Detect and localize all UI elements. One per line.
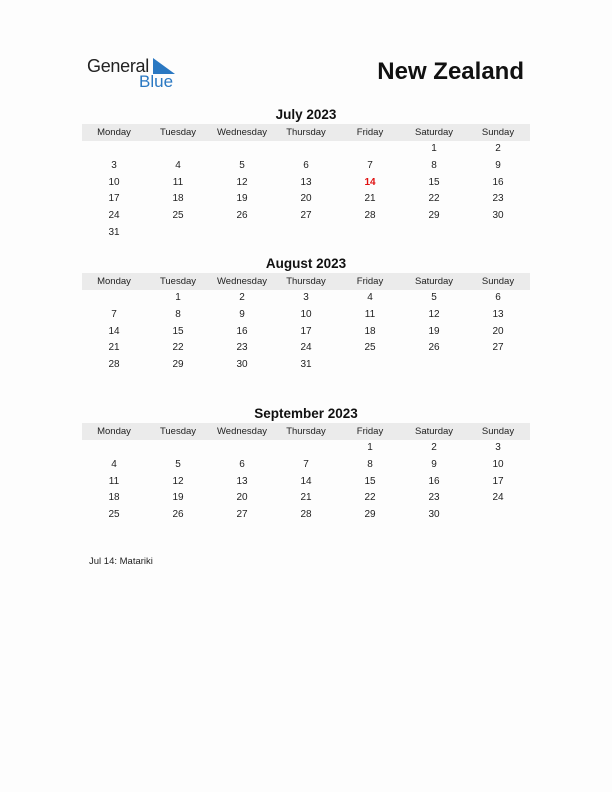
empty-day-cell [466,225,530,242]
weekday-header-row [82,124,530,141]
day-cell: 24 [492,492,504,504]
day-cell: 18 [364,325,376,337]
day-cell: 20 [236,492,248,504]
day-cell: 26 [236,210,248,222]
week-row [82,141,530,158]
day-cell: 6 [239,458,245,470]
week-row [82,490,530,507]
week-row [82,225,530,242]
weekday-header: Sunday [481,426,515,437]
day-cell: 11 [364,308,376,320]
day-cell: 14 [300,475,312,487]
day-cell: 17 [492,475,504,487]
day-cell: 9 [495,159,501,171]
day-cell: 16 [236,325,248,337]
empty-day-cell [402,225,466,242]
month-title: July 2023 [275,107,337,122]
empty-day-cell [146,141,210,158]
day-cell: 10 [492,458,504,470]
weekday-header: Friday [356,276,384,287]
empty-day-cell [402,357,466,374]
day-cell: 31 [300,359,312,371]
empty-day-cell [274,440,338,457]
day-cell: 24 [300,342,312,354]
empty-day-cell [338,141,402,158]
day-cell: 12 [428,308,440,320]
week-row [82,191,530,208]
weekday-header: Monday [97,426,131,437]
weekday-header-row [82,273,530,290]
weekday-header: Saturday [414,426,454,437]
day-cell: 21 [108,342,120,354]
weekday-header-row [82,423,530,440]
day-cell: 10 [108,176,120,188]
week-row [82,507,530,524]
day-cell: 13 [236,475,248,487]
empty-day-cell [466,507,530,524]
day-cell: 28 [364,210,376,222]
day-cell: 27 [300,210,312,222]
week-row [82,175,530,192]
empty-day-cell [338,225,402,242]
empty-day-cell [466,357,530,374]
day-cell: 4 [367,292,373,303]
weekday-header: Tuesday [159,127,197,138]
day-cell: 2 [239,292,245,303]
empty-day-cell [274,225,338,242]
day-cell: 30 [492,210,504,222]
day-cell: 5 [239,159,245,171]
day-cell: 17 [300,325,312,337]
empty-day-cell [146,225,210,242]
day-cell: 24 [108,210,120,222]
weekday-header: Tuesday [159,276,197,287]
day-cell: 12 [236,176,248,188]
day-cell: 6 [495,292,501,303]
day-cell: 12 [172,475,184,487]
day-cell: 6 [303,159,309,171]
day-cell: 29 [172,359,184,371]
day-cell: 22 [428,193,440,205]
day-cell: 5 [431,292,437,303]
day-cell: 1 [175,292,181,303]
day-cell: 16 [492,176,504,188]
logo-blue-text: Blue [139,72,174,91]
weekday-header: Tuesday [159,426,197,437]
day-cell: 15 [364,475,376,487]
weekday-header: Wednesday [217,426,267,437]
day-cell: 9 [431,458,437,470]
month-block [82,106,530,242]
day-cell: 4 [111,458,117,470]
day-cell: 29 [428,210,440,222]
day-cell: 16 [428,475,440,487]
empty-day-cell [210,225,274,242]
weekday-header: Wednesday [217,276,267,287]
weekday-header: Friday [356,127,384,138]
empty-day-cell [82,290,146,307]
day-cell: 19 [172,492,184,504]
day-cell: 23 [492,193,504,205]
empty-day-cell [338,357,402,374]
logo [87,56,187,92]
day-cell: 15 [172,325,184,337]
day-cell: 2 [431,442,437,453]
day-cell: 11 [172,176,184,188]
weekday-header: Monday [97,127,131,138]
week-row [82,474,530,491]
day-cell: 23 [236,342,248,354]
weekday-header: Friday [356,426,384,437]
day-cell: 27 [492,342,504,354]
week-row [82,440,530,457]
day-cell: 15 [428,176,440,188]
day-cell: 19 [428,325,440,337]
weekday-header: Monday [97,276,131,287]
day-cell: 13 [492,308,504,320]
day-cell: 9 [239,308,245,320]
week-row [82,457,530,474]
day-cell: 14 [108,325,120,337]
empty-day-cell [146,440,210,457]
day-cell: 25 [364,342,376,354]
month-block [82,405,530,524]
weekday-header: Thursday [286,276,326,287]
day-cell: 7 [367,159,373,171]
day-cell: 31 [108,226,120,238]
day-cell: 30 [236,359,248,371]
day-cell: 29 [364,509,376,521]
day-cell: 25 [172,210,184,222]
day-cell: 28 [108,359,120,371]
day-cell: 28 [300,509,312,521]
week-row [82,357,530,374]
day-cell: 20 [300,193,312,205]
empty-day-cell [210,440,274,457]
week-row [82,208,530,225]
day-cell: 5 [175,458,181,470]
day-cell: 1 [431,143,437,154]
day-cell: 10 [300,308,312,320]
day-cell: 7 [111,308,117,320]
week-row [82,340,530,357]
day-cell: 8 [367,458,373,470]
day-cell: 22 [172,342,184,354]
weekday-header: Thursday [286,426,326,437]
weekday-header: Sunday [481,127,515,138]
weekday-header: Thursday [286,127,326,138]
day-cell: 27 [236,509,248,521]
day-cell: 22 [364,492,376,504]
month-title: August 2023 [265,256,347,271]
day-cell: 8 [175,308,181,320]
empty-day-cell [274,141,338,158]
day-cell: 3 [111,159,117,171]
weekday-header: Saturday [414,127,454,138]
weekday-header: Wednesday [217,127,267,138]
logo-general-text: General [87,56,149,76]
day-cell: 26 [428,342,440,354]
day-cell: 18 [172,193,184,205]
week-row [82,307,530,324]
day-cell: 3 [303,292,309,303]
empty-day-cell [210,141,274,158]
day-cell: 1 [367,442,373,453]
day-cell: 13 [300,176,312,188]
week-row [82,290,530,307]
day-cell: 8 [431,159,437,171]
day-cell: 21 [300,492,312,504]
day-cell: 2 [495,143,501,154]
day-cell: 25 [108,509,120,521]
day-cell: 19 [236,193,248,205]
holiday-note: Jul 14: Matariki [89,556,153,567]
weekday-header: Sunday [481,276,515,287]
week-row [82,324,530,341]
day-cell: 17 [108,193,120,205]
month-title: September 2023 [254,406,358,421]
day-cell: 30 [428,509,440,521]
day-cell: 20 [492,325,504,337]
day-cell: 3 [495,442,501,453]
country-title: New Zealand [377,58,524,85]
holiday-notes [89,556,153,567]
day-cell: 14 [364,176,376,188]
day-cell: 11 [108,475,120,487]
day-cell: 23 [428,492,440,504]
weekday-header: Saturday [414,276,454,287]
day-cell: 7 [303,458,309,470]
day-cell: 18 [108,492,120,504]
month-block [82,255,530,374]
day-cell: 21 [364,193,376,205]
day-cell: 26 [172,509,184,521]
week-row [82,158,530,175]
empty-day-cell [82,440,146,457]
empty-day-cell [82,141,146,158]
day-cell: 4 [175,159,181,171]
